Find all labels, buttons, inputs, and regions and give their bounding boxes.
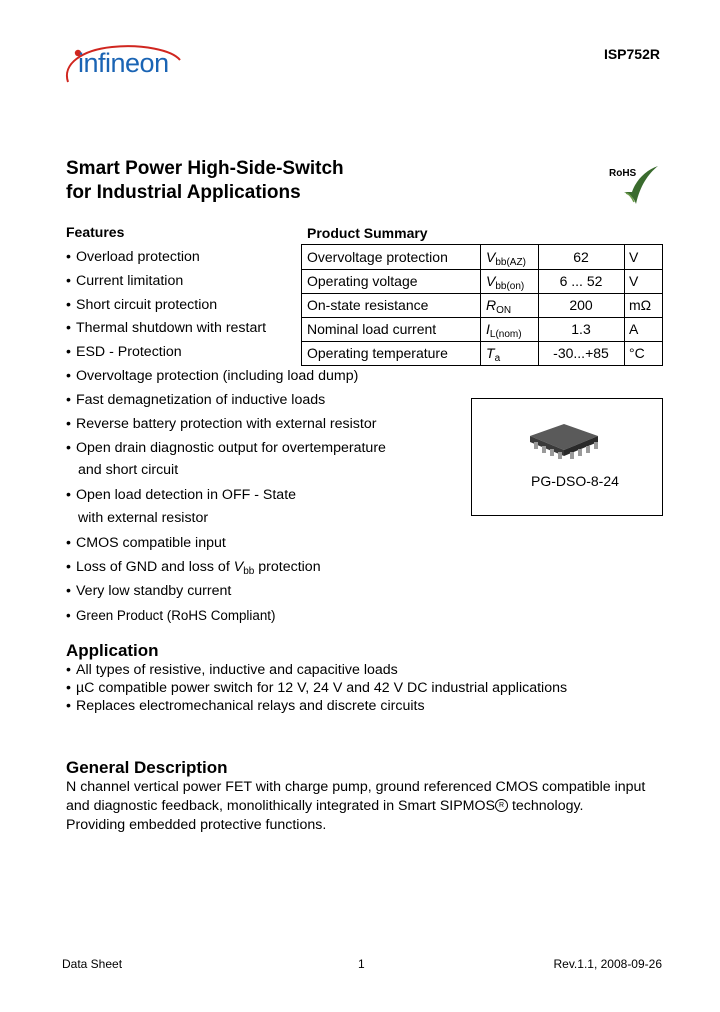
feature-item: • Current limitation: [66, 273, 184, 289]
application-heading: Application: [66, 641, 159, 660]
feature-item: • Green Product (RoHS Compliant): [66, 608, 276, 623]
document-title-line1: Smart Power High-Side-Switch: [66, 158, 344, 179]
feature-item: • Very low standby current: [66, 583, 232, 599]
feature-item: • ESD - Protection: [66, 344, 182, 360]
description-line: N channel vertical power FET with charge pump, ground referenced CMOS compatible input: [66, 779, 646, 795]
feature-item: • Short circuit protection: [66, 297, 218, 313]
feature-item: • Fast demagnetization of inductive loads: [66, 392, 326, 408]
part-number: ISP752R: [603, 46, 660, 62]
footer-revision: Rev.1.1, 2008-09-26: [553, 957, 662, 971]
table-row: Operating voltage $V_{bb(on)}$ 6 ... 52 V: [307, 273, 639, 292]
application-item: • µC compatible power switch for 12 V, 24 V and 42 V DC industrial applications: [66, 680, 568, 696]
feature-item: • Thermal shutdown with restart: [66, 320, 267, 336]
package-label: PG-DSO-8-24: [531, 473, 619, 489]
logo-text: infineon: [78, 48, 169, 78]
registered-mark: R: [495, 799, 508, 812]
feature-item: • Reverse battery protection with external resistor: [66, 416, 377, 432]
footer-doc-type: Data Sheet: [62, 957, 123, 971]
application-item: • All types of resistive, inductive and capacitive loads: [66, 662, 398, 678]
features-heading: Features: [66, 224, 125, 240]
product-summary-table: [301, 244, 663, 366]
table-row: Operating temperature $T_a$ -30...+85 °C: [307, 345, 645, 364]
description-line: Providing embedded protective functions.: [66, 817, 327, 833]
feature-item: • Overvoltage protection (including load dump): [66, 368, 359, 384]
rohs-label: RoHS: [609, 168, 637, 179]
package-chip-icon: [516, 418, 612, 464]
feature-continuation: and short circuit: [78, 462, 179, 478]
description-line: and diagnostic feedback, monolithically integrated in Smart SIPMOS R technology.: [66, 798, 584, 814]
feature-item: • Overload protection: [66, 249, 200, 265]
feature-item: • Open load detection in OFF - State: [66, 487, 297, 503]
table-row: Overvoltage protection $V_{bb(AZ)}$ 62 V: [307, 249, 639, 268]
feature-item: • CMOS compatible input: [66, 535, 226, 551]
feature-item: • Open drain diagnostic output for overtemperature: [66, 440, 386, 456]
document-title-line2: for Industrial Applications: [66, 182, 301, 203]
application-item: • Replaces electromechanical relays and discrete circuits: [66, 698, 425, 714]
footer-page-number: 1: [358, 957, 365, 971]
feature-item: • Loss of GND and loss of $V_{bb}$ protection: [66, 559, 321, 577]
table-row: On-state resistance $R_{ON}$ 200 mΩ: [307, 297, 652, 316]
feature-continuation: with external resistor: [78, 510, 209, 526]
product-summary-title: Product Summary: [307, 225, 428, 241]
table-row: Nominal load current $I_{L(nom)}$ 1.3 A: [307, 321, 639, 340]
general-description-heading: General Description: [66, 758, 228, 777]
